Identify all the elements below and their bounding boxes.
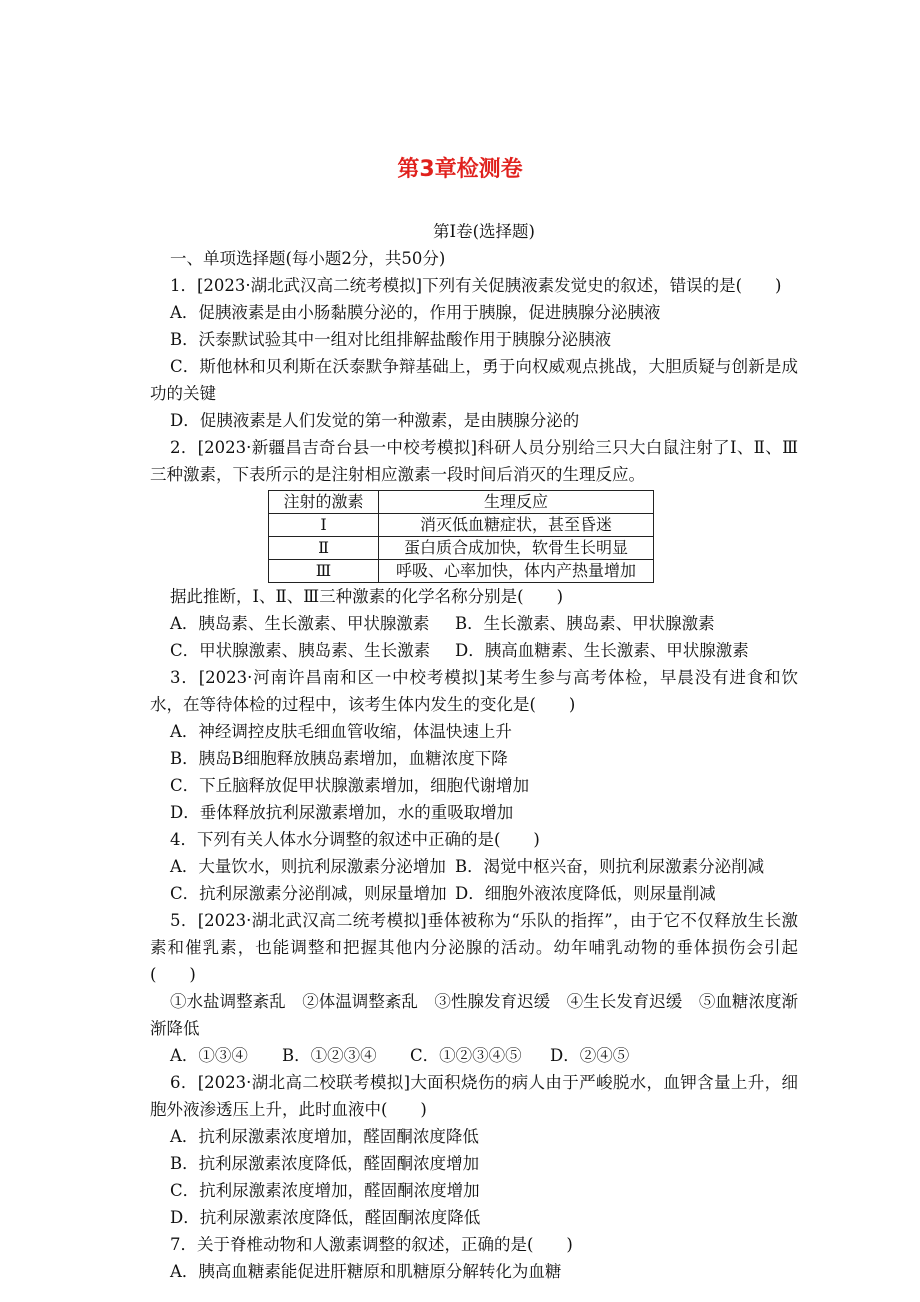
- q4-option-c: C．抗利尿激素分泌削减，则尿量增加: [170, 884, 447, 903]
- q4-options-row: [150, 880, 798, 907]
- table-cell: 呼吸、心率加快，体内产热量增加: [379, 560, 654, 583]
- q1-option-d: D．促胰液素是人们发觉的第一种激素，是由胰腺分泌的: [170, 411, 580, 430]
- table-cell: 消灭低血糖症状，甚至昏迷: [379, 514, 654, 537]
- question-7-stem: 7．关于脊椎动物和人激素调整的叙述，正确的是( ): [170, 1235, 573, 1254]
- q3-option-a: A．神经调控皮肤毛细血管收缩，体温快速上升: [170, 722, 512, 741]
- question-3-stem: 3．[2023·河南许昌南和区一中校考模拟]某考生参与高考体检，早晨没有进食和饮水，在等待体检的过程中，该考生体内发生的变化是( ): [150, 668, 798, 714]
- q5-items: ①水盐调整紊乱 ②体温调整紊乱 ③性腺发育迟缓 ④生长发育迟缓 ⑤血糖浓度渐渐降低: [150, 992, 798, 1038]
- q1-option-b: B．沃泰默试验其中一组对比组排解盐酸作用于胰腺分泌胰液: [170, 330, 612, 349]
- q6-option-d: D．抗利尿激素浓度降低，醛固酮浓度降低: [170, 1208, 481, 1227]
- table-row: [269, 537, 654, 560]
- question-4-stem: 4．下列有关人体水分调整的叙述中正确的是( ): [170, 830, 540, 849]
- table-header-cell: 注射的激素: [269, 491, 379, 514]
- q1-option-c: C．斯他林和贝利斯在沃泰默争辩基础上，勇于向权威观点挑战，大胆质疑与创新是成功的关键: [150, 357, 798, 403]
- q2-option-d: D．胰高血糖素、生长激素、甲状腺激素: [455, 641, 749, 660]
- table-cell: Ⅱ: [269, 537, 379, 560]
- hormone-table: [268, 490, 654, 583]
- table-cell: Ⅰ: [269, 514, 379, 537]
- q6-option-c: C．抗利尿激素浓度增加，醛固酮浓度增加: [170, 1181, 480, 1200]
- q4-option-b: B．渴觉中枢兴奋，则抗利尿激素分泌削减: [455, 857, 765, 876]
- table-row: [269, 560, 654, 583]
- question-2-ask: 据此推断，Ⅰ、Ⅱ、Ⅲ三种激素的化学名称分别是( ): [170, 587, 564, 606]
- question-2-stem: 2．[2023·新疆昌吉奇台县一中校考模拟]科研人员分别给三只大白鼠注射了Ⅰ、Ⅱ、Ⅲ三种激素，下表所示的是注射相应激素一段时间后消灭的生理反应。: [150, 438, 798, 484]
- q4-options-row: [150, 853, 798, 880]
- q4-option-a: A．大量饮水，则抗利尿激素分泌增加: [170, 857, 446, 876]
- q5-option-b: B．①②③④: [282, 1046, 377, 1065]
- table-header-cell: 生理反应: [379, 491, 654, 514]
- table-header: [269, 491, 654, 514]
- question-5-stem: 5．[2023·湖北武汉高二统考模拟]垂体被称为“乐队的指挥”，由于它不仅释放生长激素和催乳素，也能调整和把握其他内分泌腺的活动。幼年哺乳动物的垂体损伤会引起( ): [150, 911, 798, 984]
- table-row: [269, 514, 654, 537]
- q4-option-d: D．细胞外液浓度降低，则尿量削减: [455, 884, 716, 903]
- q2-options-row: [150, 637, 798, 664]
- page-title: 第3章检测卷: [397, 157, 523, 182]
- q5-option-d: D．②④⑤: [550, 1046, 630, 1065]
- q1-option-a: A．促胰液素是由小肠黏膜分泌的，作用于胰腺，促进胰腺分泌胰液: [170, 303, 661, 322]
- q2-option-c: C．甲状腺激素、胰岛素、生长激素: [170, 641, 431, 660]
- q6-option-a: A．抗利尿激素浓度增加，醛固酮浓度降低: [170, 1127, 479, 1146]
- q3-option-b: B．胰岛B细胞释放胰岛素增加，血糖浓度下降: [170, 749, 508, 768]
- q5-option-a: A．①③④: [170, 1046, 248, 1065]
- table-cell: 蛋白质合成加快，软骨生长明显: [379, 537, 654, 560]
- q5-option-c: C．①②③④⑤: [410, 1046, 522, 1065]
- table-cell: Ⅲ: [269, 560, 379, 583]
- question-1-stem: 1．[2023·湖北武汉高二统考模拟]下列有关促胰液素发觉史的叙述，错误的是( ): [170, 276, 782, 295]
- q5-options-row: [150, 1042, 798, 1069]
- q3-option-c: C．下丘脑释放促甲状腺激素增加，细胞代谢增加: [170, 776, 530, 795]
- q2-option-a: A．胰岛素、生长激素、甲状腺激素: [170, 614, 430, 633]
- q7-option-a: A．胰高血糖素能促进肝糖原和肌糖原分解转化为血糖: [170, 1262, 562, 1281]
- q3-option-d: D．垂体释放抗利尿激素增加，水的重吸取增加: [170, 803, 514, 822]
- q2-option-b: B．生长激素、胰岛素、甲状腺激素: [455, 614, 715, 633]
- exam-content: [150, 218, 798, 1285]
- q6-option-b: B．抗利尿激素浓度降低，醛固酮浓度增加: [170, 1154, 480, 1173]
- q2-options-row: [150, 610, 798, 637]
- part-heading: 一、单项选择题(每小题2分，共50分): [170, 249, 446, 268]
- question-6-stem: 6．[2023·湖北高二校联考模拟]大面积烧伤的病人由于严峻脱水，血钾含量上升，细胞外液渗透压上升，此时血液中( ): [150, 1073, 798, 1119]
- section-heading: 第Ⅰ卷(选择题): [433, 222, 535, 241]
